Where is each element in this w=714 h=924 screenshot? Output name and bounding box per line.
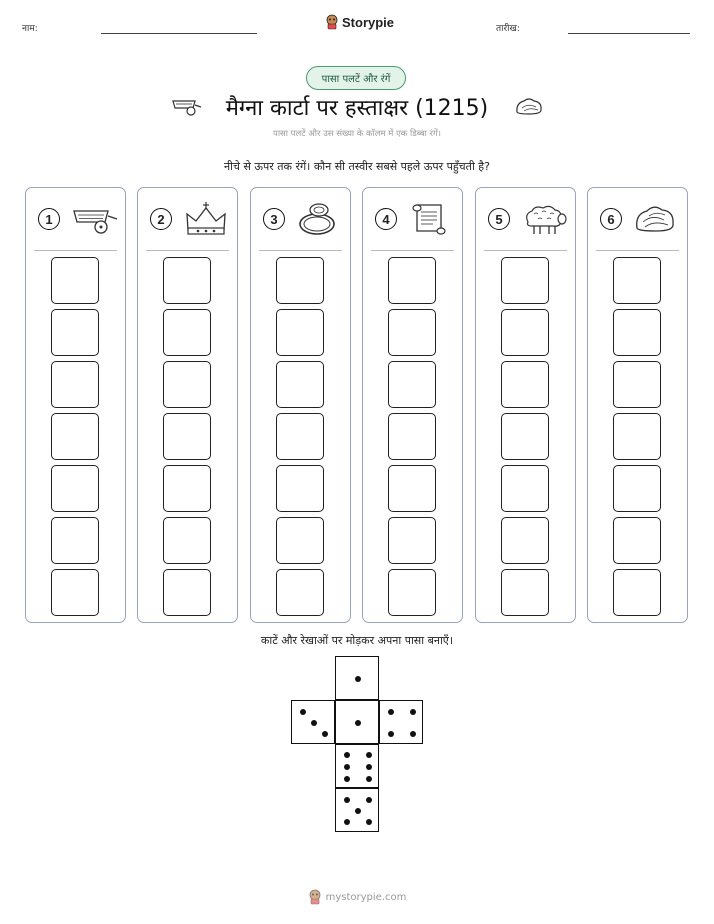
color-box[interactable] bbox=[388, 569, 436, 616]
color-box[interactable] bbox=[501, 257, 549, 304]
die-pip bbox=[355, 720, 361, 726]
color-box[interactable] bbox=[276, 361, 324, 408]
column-3 bbox=[250, 187, 351, 623]
color-box[interactable] bbox=[51, 517, 99, 564]
color-box[interactable] bbox=[388, 257, 436, 304]
color-box[interactable] bbox=[613, 361, 661, 408]
die-pip bbox=[344, 776, 350, 782]
die-pip bbox=[366, 764, 372, 770]
color-box[interactable] bbox=[613, 413, 661, 460]
coloring-instruction: नीचे से ऊपर तक रंगें। कौन सी तस्वीर सबसे पहले ऊपर पहुँचती है? bbox=[224, 160, 490, 173]
color-box[interactable] bbox=[51, 361, 99, 408]
column-header bbox=[26, 188, 125, 250]
color-box[interactable] bbox=[613, 257, 661, 304]
column-divider bbox=[371, 250, 454, 251]
column-1 bbox=[25, 187, 126, 623]
die-pip bbox=[322, 731, 328, 737]
color-box[interactable] bbox=[163, 361, 211, 408]
sheep-icon bbox=[520, 202, 568, 240]
die-face-5 bbox=[335, 788, 379, 832]
color-box[interactable] bbox=[501, 569, 549, 616]
brand-name: Storypie bbox=[342, 14, 395, 30]
column-4 bbox=[362, 187, 463, 623]
color-box[interactable] bbox=[51, 465, 99, 512]
color-box[interactable] bbox=[388, 517, 436, 564]
column-number: 5 bbox=[488, 208, 510, 230]
die-pip bbox=[355, 676, 361, 682]
die-pip bbox=[410, 709, 416, 715]
color-box[interactable] bbox=[163, 309, 211, 356]
color-box[interactable] bbox=[388, 465, 436, 512]
column-divider bbox=[34, 250, 117, 251]
die-pip bbox=[344, 752, 350, 758]
color-box[interactable] bbox=[501, 309, 549, 356]
cart-icon bbox=[70, 202, 118, 240]
color-box[interactable] bbox=[276, 413, 324, 460]
die-face-3 bbox=[291, 700, 335, 744]
die-pip bbox=[311, 720, 317, 726]
column-header bbox=[588, 188, 687, 250]
color-box[interactable] bbox=[501, 413, 549, 460]
color-box[interactable] bbox=[163, 257, 211, 304]
column-divider bbox=[484, 250, 567, 251]
name-label: नाम: bbox=[22, 24, 38, 34]
column-number: 6 bbox=[600, 208, 622, 230]
page-title: मैग्ना कार्टा पर हस्ताक्षर (1215) bbox=[225, 96, 489, 121]
color-box[interactable] bbox=[276, 257, 324, 304]
column-5 bbox=[475, 187, 576, 623]
color-box[interactable] bbox=[613, 517, 661, 564]
die-pip bbox=[366, 819, 372, 825]
crown-icon bbox=[182, 202, 230, 240]
column-header bbox=[363, 188, 462, 250]
column-header bbox=[476, 188, 575, 250]
die-face-1 bbox=[335, 700, 379, 744]
color-box[interactable] bbox=[388, 413, 436, 460]
die-pip bbox=[388, 731, 394, 737]
column-number: 1 bbox=[38, 208, 60, 230]
die-pip bbox=[355, 808, 361, 814]
date-label: तारीख: bbox=[496, 24, 520, 34]
storypie-mascot-icon bbox=[308, 889, 322, 905]
column-number: 3 bbox=[263, 208, 285, 230]
scroll-icon bbox=[407, 202, 455, 240]
die-face-6 bbox=[335, 744, 379, 788]
color-box[interactable] bbox=[51, 309, 99, 356]
storypie-mascot-icon bbox=[325, 14, 339, 30]
column-number: 2 bbox=[150, 208, 172, 230]
die-pip bbox=[344, 819, 350, 825]
die-pip bbox=[300, 709, 306, 715]
color-box[interactable] bbox=[613, 309, 661, 356]
die-pip bbox=[410, 731, 416, 737]
color-box[interactable] bbox=[501, 517, 549, 564]
color-box[interactable] bbox=[51, 569, 99, 616]
column-divider bbox=[259, 250, 342, 251]
footer bbox=[0, 889, 714, 905]
color-box[interactable] bbox=[501, 465, 549, 512]
dice-instruction: काटें और रेखाओं पर मोड़कर अपना पासा बनाएँ। bbox=[260, 634, 454, 647]
color-box[interactable] bbox=[51, 257, 99, 304]
column-6 bbox=[587, 187, 688, 623]
brand-logo bbox=[325, 14, 394, 30]
color-box[interactable] bbox=[613, 465, 661, 512]
color-box[interactable] bbox=[276, 309, 324, 356]
die-face-4 bbox=[379, 700, 423, 744]
wool-icon bbox=[514, 96, 544, 116]
color-box[interactable] bbox=[388, 361, 436, 408]
color-box[interactable] bbox=[163, 517, 211, 564]
die-pip bbox=[366, 752, 372, 758]
color-box[interactable] bbox=[276, 465, 324, 512]
page-subtitle: पासा पलटें और उस संख्या के कॉलम में एक डिब्बा रंगें। bbox=[273, 129, 441, 139]
activity-badge: पासा पलटें और रंगें bbox=[306, 66, 406, 90]
column-header bbox=[251, 188, 350, 250]
die-pip bbox=[366, 797, 372, 803]
color-box[interactable] bbox=[276, 517, 324, 564]
column-header bbox=[138, 188, 237, 250]
ring-icon bbox=[295, 202, 343, 240]
color-box[interactable] bbox=[163, 413, 211, 460]
die-face-1 bbox=[335, 656, 379, 700]
wool-icon bbox=[632, 202, 680, 240]
die-pip bbox=[366, 776, 372, 782]
die-pip bbox=[344, 797, 350, 803]
footer-url: mystorypie.com bbox=[325, 891, 407, 903]
color-box[interactable] bbox=[276, 569, 324, 616]
column-divider bbox=[596, 250, 679, 251]
color-box[interactable] bbox=[163, 465, 211, 512]
color-box[interactable] bbox=[388, 309, 436, 356]
date-line[interactable] bbox=[568, 33, 690, 34]
color-box[interactable] bbox=[501, 361, 549, 408]
color-box[interactable] bbox=[613, 569, 661, 616]
color-box[interactable] bbox=[51, 413, 99, 460]
color-box[interactable] bbox=[163, 569, 211, 616]
name-line[interactable] bbox=[101, 33, 257, 34]
die-pip bbox=[388, 709, 394, 715]
column-2 bbox=[137, 187, 238, 623]
column-divider bbox=[146, 250, 229, 251]
die-pip bbox=[344, 764, 350, 770]
column-number: 4 bbox=[375, 208, 397, 230]
